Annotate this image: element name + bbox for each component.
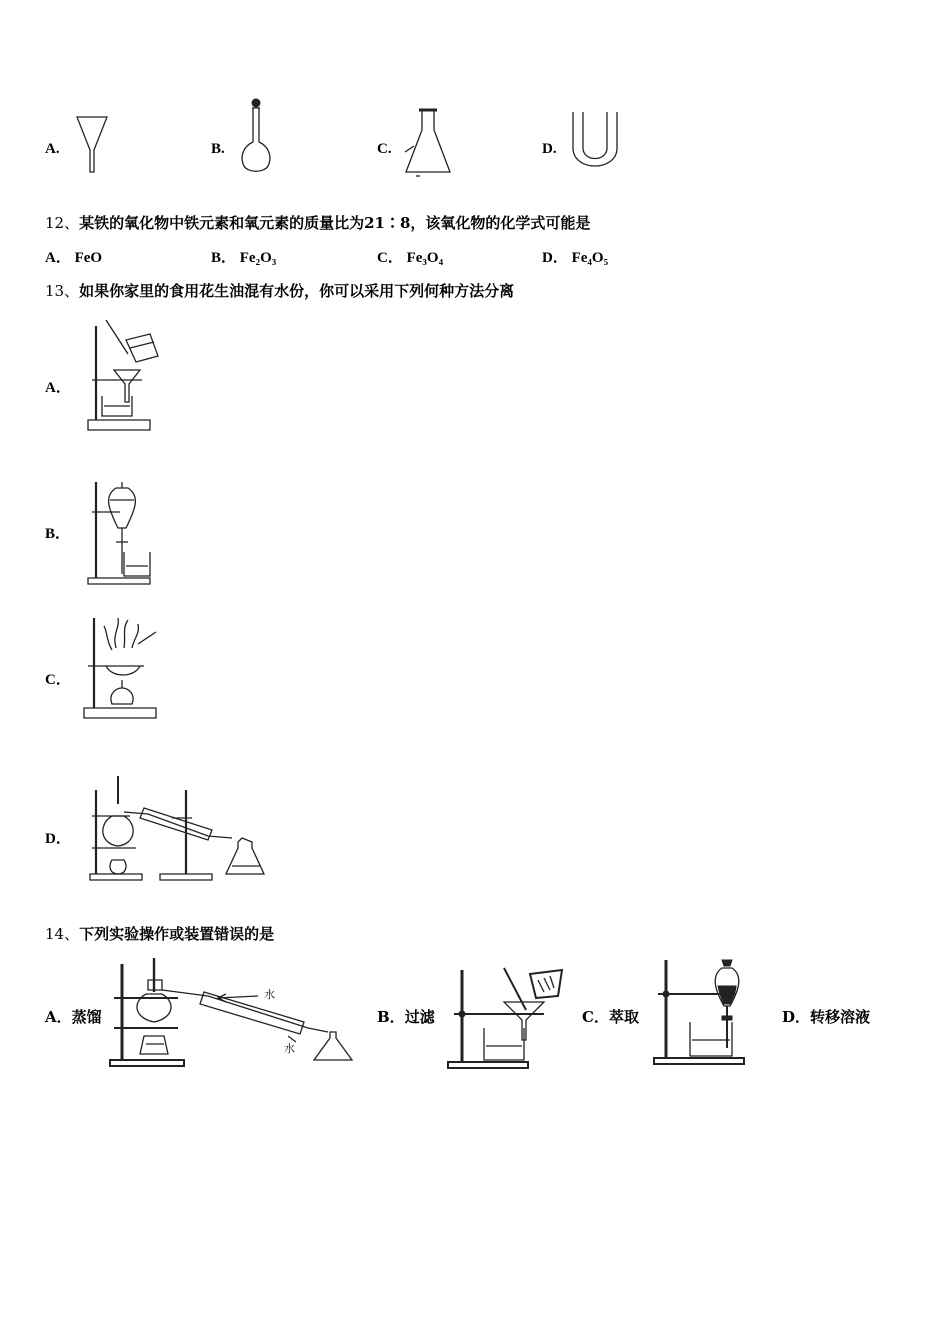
q12-option-b xyxy=(211,246,276,267)
q12-option-b-label: B． xyxy=(211,250,237,266)
q13-option-a-label: A． xyxy=(45,380,71,396)
q14-option-a-text: 蒸馏 xyxy=(71,1008,102,1026)
u-tube-icon xyxy=(570,110,620,172)
filtration-setup-icon xyxy=(446,966,568,1070)
q14-option-d-label: D． xyxy=(782,1008,811,1026)
q14-stem xyxy=(45,923,274,944)
q13-option-c-label: C． xyxy=(45,672,71,688)
q11-option-d-label: D. xyxy=(542,141,557,157)
q14-option-a-label: A． xyxy=(45,1008,72,1026)
q13-stem-text: 如果你家里的食用花生油混有水份，你可以采用下列何种方法分离 xyxy=(79,282,515,300)
q11-option-c-label: C. xyxy=(377,141,392,157)
q12-option-b-formula: Fe₂O₃ xyxy=(239,250,277,266)
q12-option-d xyxy=(542,246,608,267)
q12-option-d-label: D． xyxy=(542,250,568,266)
separatory-funnel-apparatus-icon xyxy=(86,478,160,586)
q14-option-a xyxy=(45,1006,102,1027)
q14-number: 14、 xyxy=(45,925,80,943)
q14-option-c-label: C． xyxy=(582,1008,609,1026)
q12-stem-text: 某铁的氧化物中铁元素和氧元素的质量比为21∶8，该氧化物的化学式可能是 xyxy=(79,214,591,232)
q14-option-c xyxy=(582,1006,639,1027)
q13-stem xyxy=(45,280,514,301)
q14-option-d-text: 转移溶液 xyxy=(810,1008,871,1026)
q12-option-c xyxy=(377,246,443,267)
q14-option-d xyxy=(782,1006,870,1027)
q12-option-a-formula: FeO xyxy=(74,250,103,266)
distillation-apparatus-icon xyxy=(88,774,270,884)
evaporation-apparatus-icon xyxy=(82,614,162,722)
q12-option-c-formula: Fe₃O₄ xyxy=(406,250,444,266)
q12-option-a xyxy=(45,246,102,267)
extraction-setup-icon xyxy=(652,956,756,1066)
q12-option-c-label: C． xyxy=(377,250,403,266)
q11-option-a-label: A. xyxy=(45,141,60,157)
q14-option-c-text: 萃取 xyxy=(608,1008,639,1026)
q13-option-d-label: D． xyxy=(45,831,71,847)
water-out-label: 水 xyxy=(284,1042,295,1055)
q12-stem xyxy=(45,212,590,233)
q14-option-b-label: B． xyxy=(377,1008,405,1026)
q12-number: 12、 xyxy=(45,214,80,232)
distillation-setup-icon xyxy=(108,956,356,1068)
q14-option-b-text: 过滤 xyxy=(404,1008,435,1026)
volumetric-flask-icon xyxy=(238,98,274,176)
q14-stem-text: 下列实验操作或装置错误的是 xyxy=(79,925,275,943)
q13-option-b-label: B． xyxy=(45,526,71,542)
filtration-apparatus-icon xyxy=(86,318,162,434)
q12-option-d-formula: Fe₄O₅ xyxy=(571,250,609,266)
q12-option-a-label: A． xyxy=(45,250,71,266)
q14-option-b xyxy=(377,1006,435,1027)
erlenmeyer-flask-icon xyxy=(402,106,454,178)
q11-option-b-label: B. xyxy=(211,141,225,157)
water-in-label: 水 xyxy=(264,988,275,1001)
funnel-icon xyxy=(75,114,109,174)
q13-number: 13、 xyxy=(45,282,80,300)
